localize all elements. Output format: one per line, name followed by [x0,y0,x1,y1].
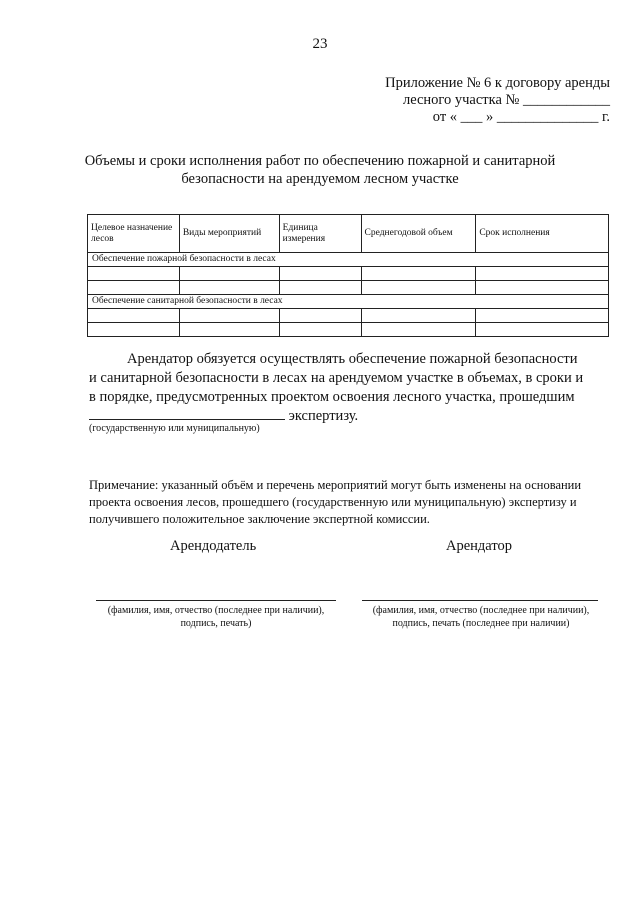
table-cell [361,267,476,281]
table-cell [88,281,180,295]
note-line-1: Примечание: указанный объём и перечень мероприятий могут быть изменены на основании [89,478,582,492]
note-line-2: проекта освоения лесов, прошедшего (государственную или муниципальную) экспертизу и [89,495,577,509]
table-cell [279,309,361,323]
section-row-sanitary [88,295,609,309]
table-cell [179,267,279,281]
appendix-line-2: лесного участка № ____________ [402,92,610,108]
table-cell [361,309,476,323]
note-line-3: получившего положительное заключение экспертной комиссии. [89,512,430,526]
table-cell [279,281,361,295]
table-cell [476,323,609,337]
appendix-line-3: от « ___ » ______________ г. [432,109,610,125]
table-cell [88,267,180,281]
header-deadline: Срок исполнения [476,215,609,253]
obligation-line-2: и санитарной безопасности в лесах на арендуемом участке в объемах, в сроки и [89,370,584,386]
table-cell [88,323,180,337]
header-activities: Виды мероприятий [179,215,279,253]
tenant-label: Арендатор [446,538,513,554]
table-cell [476,281,609,295]
tenant-caption-line-2: подпись, печать (последнее при наличии) [392,618,570,629]
document-title [60,152,580,188]
tenant-signature-caption [350,604,612,630]
table-cell [279,267,361,281]
page-number: 23 [312,36,328,52]
table-cell [179,309,279,323]
obligation-text-1: Арендатор обязуется осуществлять обеспечение пожарной безопасности [127,351,578,367]
landlord-label: Арендодатель [170,538,257,554]
header-unit: Единица измерения [279,215,361,253]
table-cell [88,309,180,323]
table-cell [476,309,609,323]
appendix-line-1: Приложение № 6 к договору аренды [385,75,610,91]
table-cell [179,323,279,337]
title-line-2: безопасности на арендуемом лесном участке [181,171,459,187]
header-annual-volume: Среднегодовой объем [361,215,476,253]
landlord-caption-line-1: (фамилия, имя, отчество (последнее при наличии), [107,605,325,616]
note-paragraph [89,477,608,528]
tenant-caption-line-1: (фамилия, имя, отчество (последнее при наличии), [372,605,590,616]
title-line-1: Объемы и сроки исполнения работ по обеспечению пожарной и санитарной [84,153,556,169]
header-purpose: Целевое назначение лесов [88,215,180,253]
obligation-text-4: экспертизу. [288,408,359,424]
table-header-row [88,215,609,253]
obligation-line-3: в порядке, предусмотренных проектом освоения лесного участка, прошедшим [89,389,575,405]
table-row [88,309,609,323]
works-table [87,214,609,337]
section-row-fire [88,253,609,267]
section-fire-safety: Обеспечение пожарной безопасности в лесах [88,253,609,267]
tenant-signature-line [362,600,598,601]
obligation-paragraph [89,350,608,426]
section-sanitary-safety: Обеспечение санитарной безопасности в лесах [88,295,609,309]
table-cell [361,323,476,337]
landlord-signature-caption [86,604,346,630]
obligation-line-1 [89,350,608,369]
table-row [88,281,609,295]
table-cell [361,281,476,295]
blank-caption: (государственную или муниципальную) [89,423,260,434]
table-cell [476,267,609,281]
table-cell [279,323,361,337]
table-row [88,267,609,281]
table-cell [179,281,279,295]
landlord-caption-line-2: подпись, печать) [180,618,252,629]
table-row [88,323,609,337]
expertise-type-blank [89,407,285,420]
landlord-signature-line [96,600,336,601]
